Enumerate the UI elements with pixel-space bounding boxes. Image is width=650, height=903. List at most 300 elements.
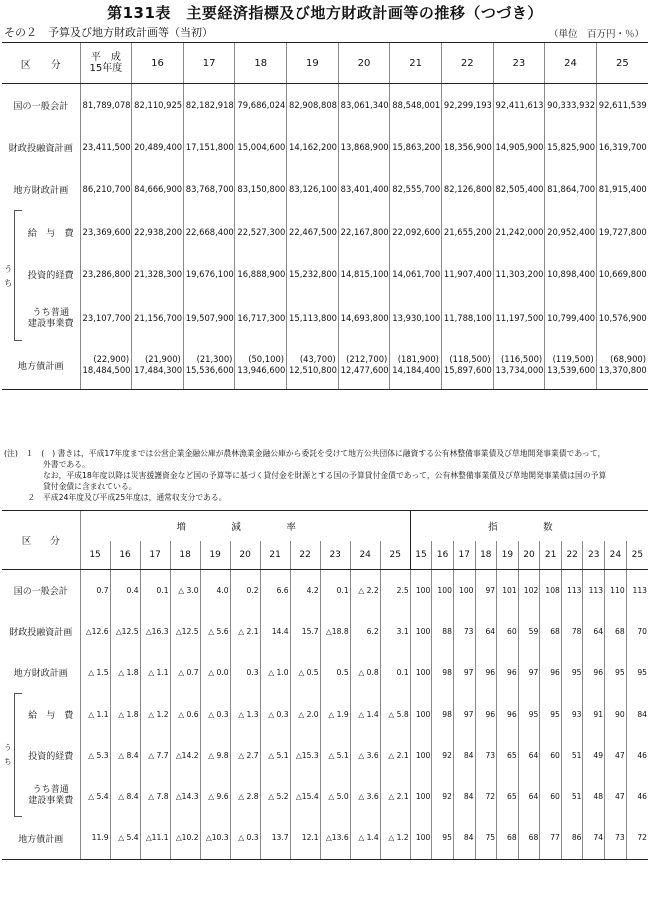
table-row: [2, 611, 648, 652]
table-row: [2, 126, 648, 168]
row-label: 財政投融資計画: [9, 628, 73, 638]
index-value: 96: [540, 652, 562, 694]
cell-value: 92,411,613: [493, 84, 545, 127]
cell-value: 15,232,800: [287, 253, 339, 295]
table-row: [2, 211, 648, 253]
table-row: [2, 253, 648, 295]
cell-value: 82,908,808: [287, 84, 339, 127]
index-value: 98: [432, 652, 454, 694]
table-row: [2, 694, 648, 735]
rate-value: 14.4: [260, 611, 290, 652]
index-value: 113: [626, 570, 648, 612]
rate-value: 0.4: [110, 570, 140, 612]
cell-value: 19,676,100: [183, 253, 235, 295]
cell-value: 11,788,100: [441, 295, 493, 341]
rate-value: △ 0.7: [170, 652, 200, 694]
rate-value: △ 0.0: [200, 652, 230, 694]
index-value: 97: [453, 652, 475, 694]
cell-value: 16,888,900: [235, 253, 287, 295]
rate-value: △10.2: [170, 817, 200, 860]
cell-value: 21,328,300: [132, 253, 184, 295]
index-value: 84: [626, 694, 648, 735]
row-label: うち普通 建設事業費: [28, 785, 74, 806]
cell-value: 10,799,400: [545, 295, 597, 341]
cell-value: 23,369,600: [80, 211, 132, 253]
rate-value: △ 8.4: [110, 776, 140, 817]
index-value: 100: [410, 652, 432, 694]
index-value: 64: [518, 776, 540, 817]
rate-value: 6.2: [350, 611, 380, 652]
rate-year-header: 15: [80, 541, 110, 570]
index-value: 64: [475, 611, 497, 652]
cell-value: 14,905,900: [493, 126, 545, 168]
rate-year-header: 16: [110, 541, 140, 570]
rate-value: △ 1.1: [80, 694, 110, 735]
rate-value: △14.3: [170, 776, 200, 817]
rate-value: △ 0.5: [290, 652, 320, 694]
rate-value: △ 3.6: [350, 735, 380, 776]
index-value: 96: [475, 694, 497, 735]
index-value: 92: [432, 776, 454, 817]
cell-value: 19,727,800: [596, 211, 648, 253]
cell-value: 14,693,800: [338, 295, 390, 341]
index-value: 49: [583, 735, 605, 776]
cell-value: (119,500) 13,539,600: [545, 341, 597, 390]
cell-value: (116,500) 13,734,000: [493, 341, 545, 390]
index-year-header: 16: [432, 541, 454, 570]
rate-value: △ 1.1: [140, 652, 170, 694]
cell-value: 15,004,600: [235, 126, 287, 168]
cell-value: 21,242,000: [493, 211, 545, 253]
cell-value: 11,197,500: [493, 295, 545, 341]
index-value: 64: [518, 735, 540, 776]
uchi-label: う ち: [4, 263, 13, 288]
year-header: 22: [441, 43, 493, 84]
rate-value: △ 1.0: [260, 652, 290, 694]
rate-value: △12.5: [110, 611, 140, 652]
index-value: 68: [605, 611, 627, 652]
index-value: 74: [583, 817, 605, 860]
cell-value: 15,113,800: [287, 295, 339, 341]
rate-value: 3.1: [380, 611, 410, 652]
cell-value: 90,333,932: [545, 84, 597, 127]
cell-value: 15,825,900: [545, 126, 597, 168]
year-header: 18: [235, 43, 287, 84]
cell-value: 22,527,300: [235, 211, 287, 253]
rate-value: △ 1.2: [140, 694, 170, 735]
note-line: 外書である。: [4, 460, 90, 469]
rate-value: △ 0.3: [200, 694, 230, 735]
cell-value: (22,900) 18,484,500: [80, 341, 132, 390]
index-value: 51: [561, 776, 583, 817]
table-row: [2, 570, 648, 612]
index-value: 84: [453, 817, 475, 860]
rate-value: △ 5.6: [200, 611, 230, 652]
rate-value: △ 0.8: [350, 652, 380, 694]
year-header: 21: [390, 43, 442, 84]
table-row: [2, 341, 648, 390]
cell-value: 16,319,700: [596, 126, 648, 168]
rate-value: △ 2.1: [380, 776, 410, 817]
rate-year-header: 22: [290, 541, 320, 570]
row-label: 投資的経費: [27, 269, 74, 281]
index-value: 73: [475, 735, 497, 776]
index-value: 108: [540, 570, 562, 612]
cell-value: 81,864,700: [545, 168, 597, 211]
row-label: 地方債計画: [2, 817, 80, 860]
rate-year-header: 18: [170, 541, 200, 570]
rate-value: △ 8.4: [110, 735, 140, 776]
cell-value: 13,930,100: [390, 295, 442, 341]
table-row: [2, 817, 648, 860]
index-value: 100: [432, 570, 454, 612]
index-year-header: 23: [583, 541, 605, 570]
year-header: 19: [287, 43, 339, 84]
index-value: 100: [453, 570, 475, 612]
cell-value: 81,789,078: [80, 84, 132, 127]
index-value: 96: [497, 694, 519, 735]
rate-year-header: 19: [200, 541, 230, 570]
index-value: 65: [497, 776, 519, 817]
index-value: 72: [626, 817, 648, 860]
rate-value: 4.2: [290, 570, 320, 612]
year-header: 24: [545, 43, 597, 84]
rate-value: △ 2.1: [230, 611, 260, 652]
rate-value: 12.1: [290, 817, 320, 860]
rate-index-table: [2, 510, 648, 860]
table-row: [2, 295, 648, 341]
cell-value: 22,092,600: [390, 211, 442, 253]
index-value: 88: [432, 611, 454, 652]
rate-value: △ 1.8: [110, 652, 140, 694]
rate-value: △ 2.2: [350, 570, 380, 612]
table-row: [2, 652, 648, 694]
rate-value: 0.5: [320, 652, 350, 694]
table-header-group-row: [2, 511, 648, 542]
rate-value: △ 0.3: [230, 817, 260, 860]
index-value: 86: [561, 817, 583, 860]
index-year-header: 20: [518, 541, 540, 570]
rate-value: △ 2.7: [230, 735, 260, 776]
cell-value: 13,868,900: [338, 126, 390, 168]
cell-value: 23,286,800: [80, 253, 132, 295]
index-value: 98: [432, 694, 454, 735]
rate-value: △ 1.5: [80, 652, 110, 694]
index-value: 100: [410, 817, 432, 860]
index-year-header: 24: [605, 541, 627, 570]
rate-value: △13.6: [320, 817, 350, 860]
row-label: 財政投融資計画: [8, 143, 73, 154]
row-label: 国の一般会計: [13, 101, 69, 112]
note-line: なお，平成18年度以降は災害援護資金など国の予算等に基づく貸付金を財源とする国の予算貸付金債であって，公有林整備事業債及び草地開発事業債は国の予算: [4, 471, 607, 480]
index-value: 100: [410, 735, 432, 776]
cell-value: 21,655,200: [441, 211, 493, 253]
cell-value: (21,300) 15,536,600: [183, 341, 235, 390]
index-value: 60: [497, 611, 519, 652]
cell-value: 83,150,800: [235, 168, 287, 211]
rate-value: △ 5.0: [320, 776, 350, 817]
row-label: うち普通 建設事業費: [27, 306, 74, 329]
index-value: 95: [561, 652, 583, 694]
cell-value: 22,167,800: [338, 211, 390, 253]
year-header: 17: [183, 43, 235, 84]
rate-value: 0.7: [80, 570, 110, 612]
cell-value: 82,110,925: [132, 84, 184, 127]
table-header-years-row: [2, 541, 648, 570]
index-value: 77: [540, 817, 562, 860]
rate-value: △ 1.9: [320, 694, 350, 735]
header-label: 区 分: [2, 43, 80, 84]
index-value: 100: [410, 776, 432, 817]
rate-value: 15.7: [290, 611, 320, 652]
rate-year-header: 21: [260, 541, 290, 570]
row-label: 地方財政計画: [13, 185, 69, 196]
index-value: 68: [540, 611, 562, 652]
year-header: 20: [338, 43, 390, 84]
rate-value: △ 5.3: [80, 735, 110, 776]
table-row: [2, 84, 648, 127]
bracket: [14, 694, 22, 817]
rate-value: △ 0.3: [260, 694, 290, 735]
rate-value: △ 1.3: [230, 694, 260, 735]
cell-value: 82,182,918: [183, 84, 235, 127]
index-value: 113: [583, 570, 605, 612]
cell-value: (68,900) 13,370,800: [596, 341, 648, 390]
rate-value: △11.1: [140, 817, 170, 860]
cell-value: 22,467,500: [287, 211, 339, 253]
rate-value: △ 0.6: [170, 694, 200, 735]
rate-value: 0.2: [230, 570, 260, 612]
cell-value: 83,401,400: [338, 168, 390, 211]
index-value: 97: [518, 652, 540, 694]
rate-value: △ 2.0: [290, 694, 320, 735]
rate-value: △ 1.4: [350, 817, 380, 860]
rate-year-header: 20: [230, 541, 260, 570]
rate-value: △10.3: [200, 817, 230, 860]
uchi-label: う ち: [4, 743, 12, 766]
index-value: 100: [410, 611, 432, 652]
cell-value: 16,717,300: [235, 295, 287, 341]
cell-value: 14,815,100: [338, 253, 390, 295]
cell-value: 15,863,200: [390, 126, 442, 168]
row-label: 地方財政計画: [13, 669, 68, 679]
rate-value: 11.9: [80, 817, 110, 860]
index-value: 95: [432, 817, 454, 860]
index-value: 47: [605, 735, 627, 776]
index-value: 101: [497, 570, 519, 612]
index-value: 95: [540, 694, 562, 735]
cell-value: (181,900) 14,184,400: [390, 341, 442, 390]
cell-value: 18,356,900: [441, 126, 493, 168]
cell-value: (43,700) 12,510,800: [287, 341, 339, 390]
index-value: 95: [605, 652, 627, 694]
cell-value: 17,151,800: [183, 126, 235, 168]
rate-year-header: 17: [140, 541, 170, 570]
rate-value: △ 5.4: [80, 776, 110, 817]
rate-value: △12.6: [80, 611, 110, 652]
index-value: 48: [583, 776, 605, 817]
index-value: 90: [605, 694, 627, 735]
index-value: 65: [497, 735, 519, 776]
index-value: 102: [518, 570, 540, 612]
index-value: 96: [583, 652, 605, 694]
cell-value: 79,686,024: [235, 84, 287, 127]
index-value: 95: [626, 652, 648, 694]
index-value: 68: [518, 817, 540, 860]
index-value: 68: [497, 817, 519, 860]
rate-value: △ 7.7: [140, 735, 170, 776]
row-label: 国の一般会計: [13, 587, 68, 597]
cell-value: 23,411,500: [80, 126, 132, 168]
index-value: 91: [583, 694, 605, 735]
rate-value: △ 9.6: [200, 776, 230, 817]
index-value: 113: [561, 570, 583, 612]
index-value: 70: [626, 611, 648, 652]
year-header: 25: [596, 43, 648, 84]
rate-value: △ 3.6: [350, 776, 380, 817]
group-index-header: 指 数: [410, 511, 648, 542]
year-header: 16: [132, 43, 184, 84]
cell-value: (118,500) 15,897,600: [441, 341, 493, 390]
index-value: 73: [453, 611, 475, 652]
rate-value: △ 5.4: [110, 817, 140, 860]
index-value: 93: [561, 694, 583, 735]
rate-value: 4.0: [200, 570, 230, 612]
rate-year-header: 23: [320, 541, 350, 570]
table-header-row: [2, 43, 648, 84]
index-value: 46: [626, 776, 648, 817]
rate-value: △ 5.8: [380, 694, 410, 735]
index-value: 95: [518, 694, 540, 735]
rate-value: △ 5.2: [260, 776, 290, 817]
rate-value: 6.6: [260, 570, 290, 612]
cell-value: 20,952,400: [545, 211, 597, 253]
table-row: [2, 735, 648, 776]
note-line: ２ 平成24年度及び平成25年度は，通常収支分である。: [4, 493, 227, 502]
rate-value: △15.4: [290, 776, 320, 817]
cell-value: 82,555,700: [390, 168, 442, 211]
cell-value: 83,061,340: [338, 84, 390, 127]
unit-label: （単位 百万円・％）: [548, 29, 644, 40]
index-value: 92: [432, 735, 454, 776]
cell-value: 20,489,400: [132, 126, 184, 168]
cell-value: 21,156,700: [132, 295, 184, 341]
cell-value: 10,669,800: [596, 253, 648, 295]
row-label: 地方債計画: [2, 341, 80, 390]
rate-value: 2.5: [380, 570, 410, 612]
cell-value: 14,162,200: [287, 126, 339, 168]
index-value: 46: [626, 735, 648, 776]
rate-value: △15.3: [290, 735, 320, 776]
cell-value: 92,299,193: [441, 84, 493, 127]
index-year-header: 22: [561, 541, 583, 570]
index-year-header: 21: [540, 541, 562, 570]
cell-value: 81,915,400: [596, 168, 648, 211]
cell-value: 19,507,900: [183, 295, 235, 341]
cell-value: (212,700) 12,477,600: [338, 341, 390, 390]
rate-value: 0.1: [320, 570, 350, 612]
bracket: [14, 211, 22, 341]
cell-value: 88,548,001: [390, 84, 442, 127]
cell-value: 10,576,900: [596, 295, 648, 341]
cell-value: 82,126,800: [441, 168, 493, 211]
index-value: 60: [540, 776, 562, 817]
budget-table: [2, 42, 648, 390]
index-value: 72: [475, 776, 497, 817]
table-row: [2, 776, 648, 817]
rate-value: 13.7: [260, 817, 290, 860]
index-year-header: 18: [475, 541, 497, 570]
row-label: 給 与 費: [27, 227, 74, 239]
index-year-header: 17: [453, 541, 475, 570]
page-title: 第131表 主要経済指標及び地方財政計画等の推移（つづき）: [107, 4, 543, 22]
year-header: 平 成 15年度: [80, 43, 132, 84]
index-value: 97: [453, 694, 475, 735]
rate-value: △ 1.2: [380, 817, 410, 860]
rate-value: △12.5: [170, 611, 200, 652]
year-header: 23: [493, 43, 545, 84]
cell-value: 22,938,200: [132, 211, 184, 253]
index-year-header: 25: [626, 541, 648, 570]
rate-value: △ 5.1: [260, 735, 290, 776]
cell-value: 86,210,700: [80, 168, 132, 211]
cell-value: 11,907,400: [441, 253, 493, 295]
cell-value: 23,107,700: [80, 295, 132, 341]
cell-value: 22,668,400: [183, 211, 235, 253]
notes: [4, 448, 646, 503]
row-label: 投資的経費: [28, 751, 74, 762]
cell-value: 84,666,900: [132, 168, 184, 211]
group-rate-header: 増 減 率: [80, 511, 410, 542]
header-label: 区 分: [2, 511, 80, 570]
rate-value: △ 2.1: [380, 735, 410, 776]
cell-value: 92,611,539: [596, 84, 648, 127]
rate-value: △18.8: [320, 611, 350, 652]
index-value: 110: [605, 570, 627, 612]
cell-value: 14,061,700: [390, 253, 442, 295]
index-value: 73: [605, 817, 627, 860]
cell-value: (21,900) 17,484,300: [132, 341, 184, 390]
rate-value: 0.3: [230, 652, 260, 694]
index-value: 60: [540, 735, 562, 776]
index-value: 78: [561, 611, 583, 652]
note-line: (注) １ ( ) 書きは，平成17年度までは公営企業金融公庫が農林漁業金融公庫から委託を受けて地方公共団体に融資する公有林整備事業債及び草地開発事業債であって，: [4, 449, 606, 458]
rate-value: 0.1: [140, 570, 170, 612]
rate-value: △ 9.8: [200, 735, 230, 776]
index-value: 96: [497, 652, 519, 694]
rate-value: 0.1: [380, 652, 410, 694]
rate-value: △ 1.8: [110, 694, 140, 735]
cell-value: 11,303,200: [493, 253, 545, 295]
rate-value: △14.2: [170, 735, 200, 776]
index-value: 97: [475, 570, 497, 612]
index-year-header: 15: [410, 541, 432, 570]
index-value: 84: [453, 735, 475, 776]
rate-year-header: 25: [380, 541, 410, 570]
index-value: 96: [475, 652, 497, 694]
note-line: 貸付金債に含まれている。: [4, 482, 137, 491]
cell-value: (50,100) 13,946,600: [235, 341, 287, 390]
cell-value: 83,768,700: [183, 168, 235, 211]
rate-value: △ 3.0: [170, 570, 200, 612]
index-value: 75: [475, 817, 497, 860]
rate-value: △ 2.8: [230, 776, 260, 817]
rate-value: △16.3: [140, 611, 170, 652]
rate-value: △ 1.4: [350, 694, 380, 735]
rate-year-header: 24: [350, 541, 380, 570]
index-value: 59: [518, 611, 540, 652]
page-subtitle: その２ 予算及び地方財政計画等（当初）: [4, 26, 213, 39]
